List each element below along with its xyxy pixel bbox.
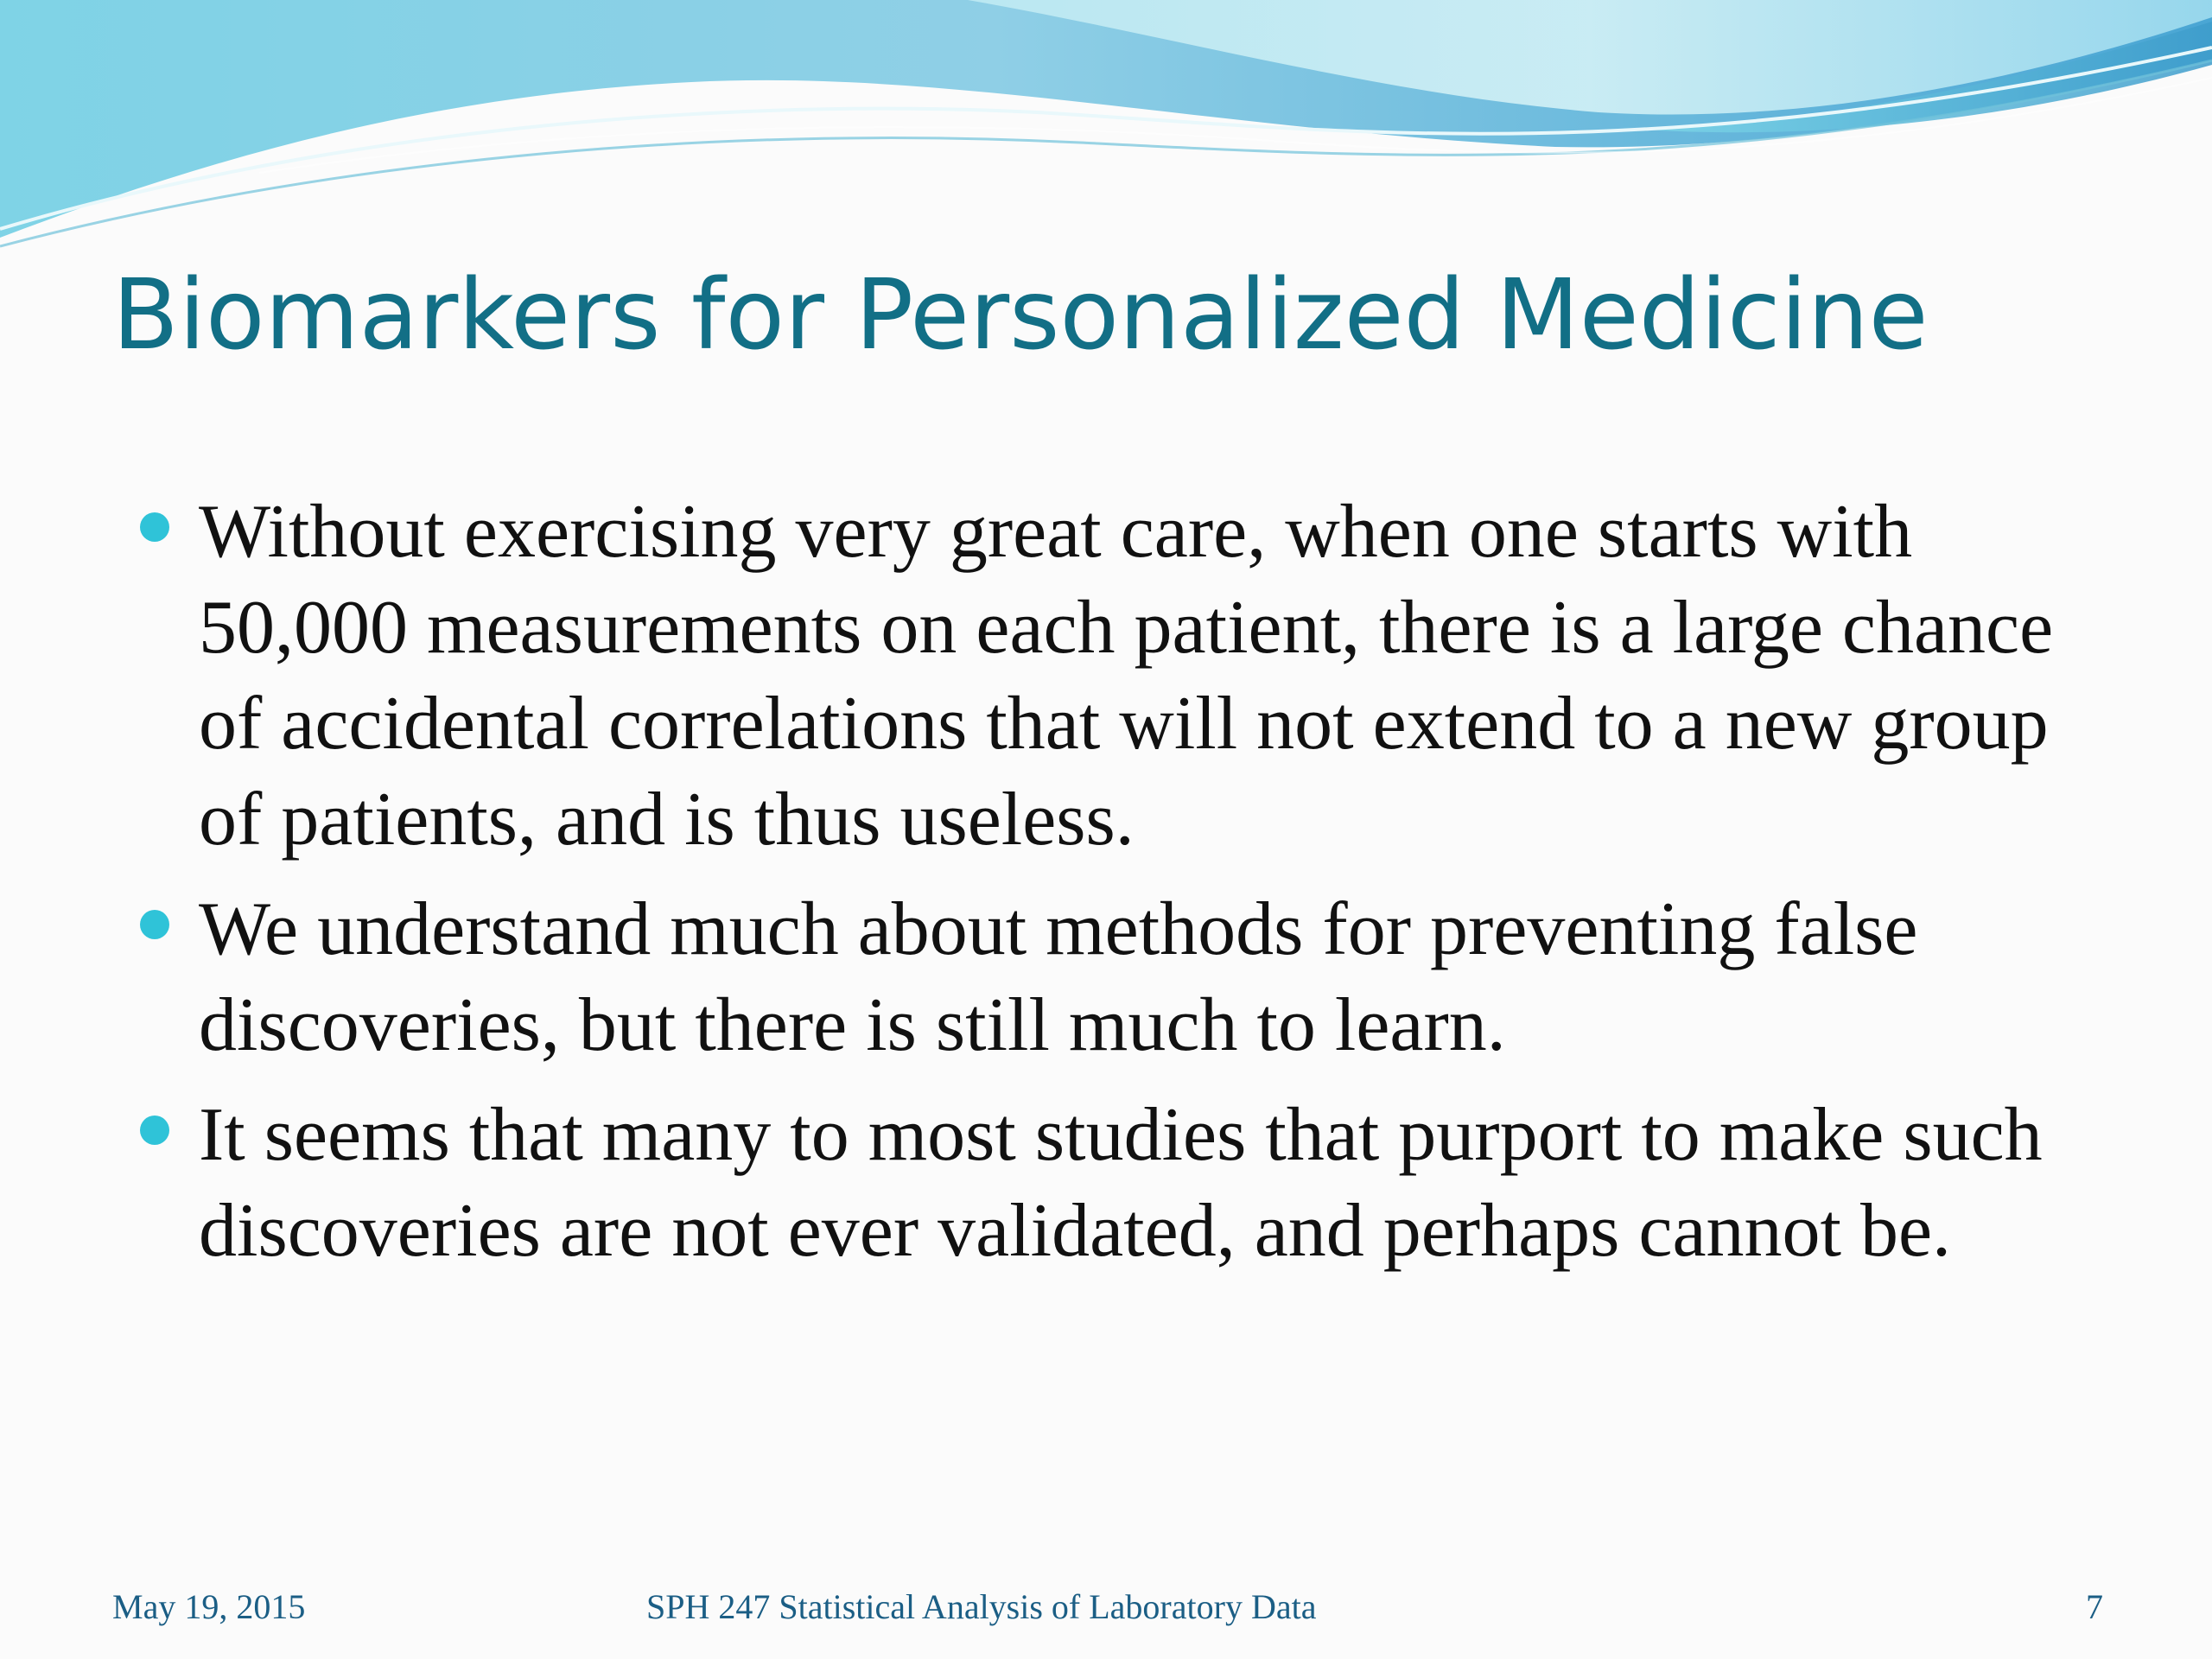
bullet-item <box>138 881 2091 1073</box>
bullet-list <box>138 484 2091 1293</box>
bullet-text: It seems that many to most studies that purport to make such discoveries are not ever validated, and perhaps cannot be. <box>199 1093 2043 1273</box>
footer-course-title: SPH 247 Statistical Analysis of Laboratory Data <box>646 1587 1317 1626</box>
footer-date: May 19, 2015 <box>112 1587 306 1626</box>
bullet-dot-icon <box>140 1116 169 1145</box>
bullet-item <box>138 484 2091 868</box>
bullet-text: Without exercising very great care, when one starts with 50,000 measurements on each patient, there is a large chance of accidental correlations that will not extend to a new group of patients, and is thus useless. <box>199 490 2054 861</box>
slide-number: 7 <box>2086 1587 2103 1626</box>
bullet-item <box>138 1087 2091 1279</box>
bullet-text: We understand much about methods for preventing false discoveries, but there is still much to learn. <box>199 887 1918 1067</box>
slide-title: Biomarkers for Personalized Medicine <box>112 259 1929 372</box>
bullet-dot-icon <box>140 512 169 542</box>
bullet-dot-icon <box>140 910 169 939</box>
decorative-wave-banner <box>0 0 2212 276</box>
